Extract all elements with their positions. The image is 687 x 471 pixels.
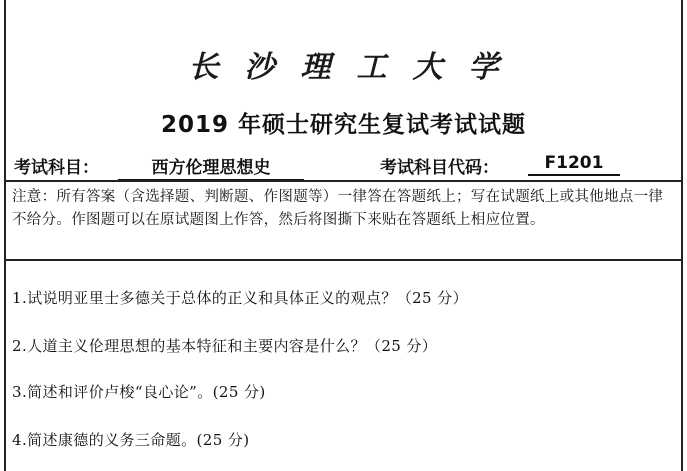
subject-code-label: 考试科目代码： <box>380 158 499 178</box>
subject-code-value: F1201 <box>528 153 620 176</box>
exam-notice: 注意：所有答案（含选择题、判断题、作图题等）一律答在答题纸上；写在试题纸上或其他地点一律不给分。作图题可以在原试题图上作答，然后将图撕下来贴在答题纸上相应位置。 <box>12 189 664 228</box>
question-2: 2.人道主义伦理思想的基本特征和主要内容是什么？（25 分） <box>12 337 438 355</box>
exam-title: 2019 年硕士研究生复试考试试题 <box>160 112 527 138</box>
question-1: 1.试说明亚里士多德关于总体的正义和具体正义的观点？（25 分） <box>12 289 468 307</box>
question-3: 3.简述和评价卢梭“良心论”。(25 分) <box>12 383 266 401</box>
university-name: 长沙理工大学 <box>188 50 525 85</box>
divider-line <box>6 259 681 261</box>
subject-label: 考试科目： <box>14 158 99 178</box>
subject-value: 西方伦理思想史 <box>118 153 304 181</box>
subject-row <box>14 149 674 179</box>
divider-line <box>6 180 681 182</box>
question-4: 4.简述康德的义务三命题。(25 分) <box>12 431 250 449</box>
